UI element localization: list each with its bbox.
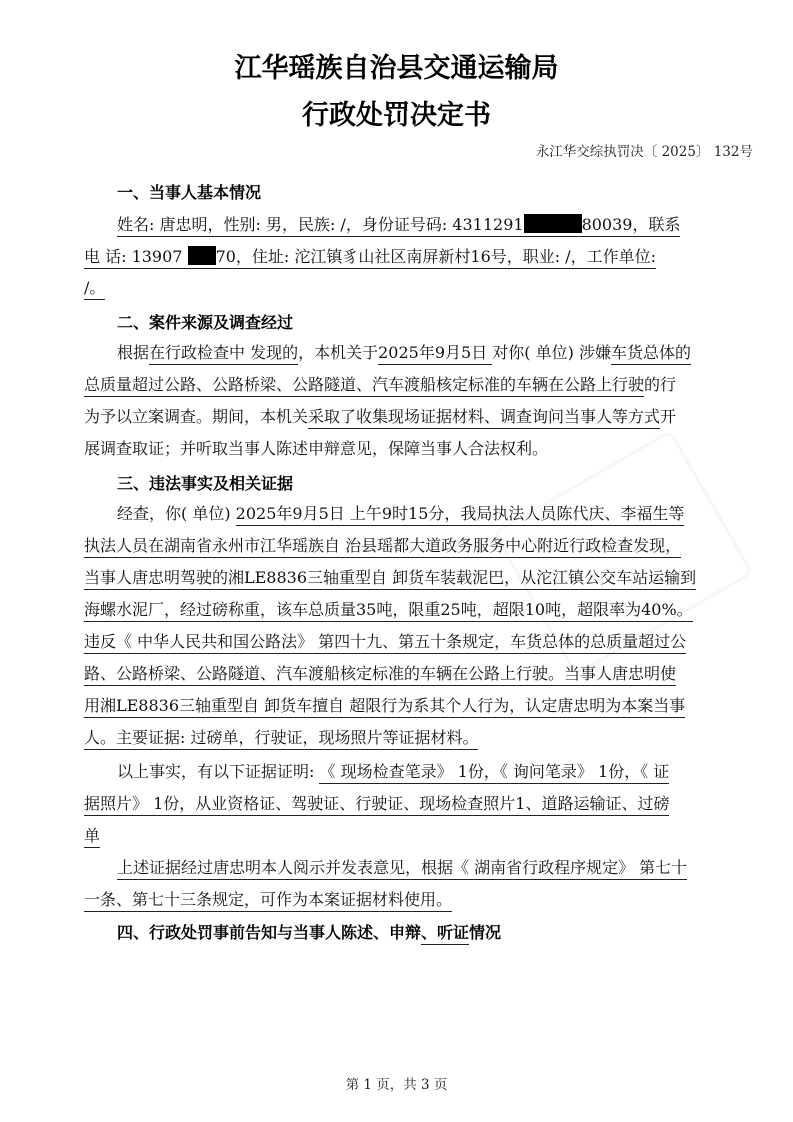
section-3-line-1	[117, 504, 684, 524]
evidence-line-2	[84, 794, 669, 814]
party-info-text: 70，住址: 沱江镇豸山社区南屏新村16号，职业: /，工作单位:	[215, 247, 657, 266]
text-segment: 根据	[117, 343, 150, 362]
text-segment: 据照片》 1份，从业资格证、驾驶证、行驶证、现场检查照片1、道路运输证、过磅	[84, 794, 669, 816]
section-1-line-1	[117, 214, 680, 235]
evidence-line-3	[84, 826, 100, 846]
text-segment: 2025年9月5日 上午9时15分，我局执法人员陈代庆、李福生等	[236, 504, 685, 526]
text-segment: 当事人唐忠明驾驶的湘LE8836三轴重型自 卸货车装载泥巴，从沱江镇公交车站运输到	[84, 568, 696, 590]
page-indicator: 第 1 页，共 3 页	[345, 1077, 448, 1093]
evidence-review-line-1	[117, 858, 687, 878]
section-3-line-3	[84, 568, 696, 588]
document-number: 永江华交综执罚决〔 2025〕 132号	[535, 144, 753, 160]
section-3-line-8	[84, 728, 478, 748]
section-3-line-7	[84, 696, 685, 716]
text-segment: 用湘LE8836三轴重型自 卸货车擅自 超限行为系其个人行为，认定唐忠明为本案当事	[84, 696, 685, 718]
section-3-line-5	[84, 632, 686, 652]
text-segment: 对你( 单位) 涉嫌	[492, 343, 611, 362]
text-segment: 单	[84, 826, 100, 848]
section-2-line-2	[84, 375, 676, 395]
section-3-line-4	[84, 600, 693, 620]
party-info-text: 80039，联系	[581, 215, 681, 234]
party-info-text: 姓名: 唐忠明，性别: 男，民族: /，身份证号码: 4311291	[117, 215, 524, 234]
evidence-review-line-2	[84, 890, 452, 910]
text-segment: 《 现场检查笔录》 1份，《 询问笔录》 1份，《 证	[319, 762, 669, 784]
redaction-block	[524, 214, 582, 233]
section-1-line-2	[84, 246, 656, 267]
section-1-heading: 一、当事人基本情况	[117, 183, 262, 202]
text-segment: 经查，你( 单位)	[117, 504, 236, 523]
section-2-line-1	[117, 343, 691, 363]
text-segment: 情况	[469, 923, 502, 942]
party-info-text: /。	[84, 278, 105, 300]
redaction-block	[188, 246, 216, 265]
text-segment: 开	[660, 407, 677, 426]
text-segment: 2025年9月5日	[378, 343, 492, 365]
text-segment: 违反《 中华人民共和国公路法》 第四十九、第五十条规定，车货总体的总质量超过公	[84, 632, 686, 654]
section-2-line-3	[84, 407, 676, 427]
text-segment: 人。主要证据: 过磅单，行驶证，现场照片等证据材料。	[84, 728, 478, 750]
section-3-line-2	[84, 536, 681, 556]
text-segment: 、听证	[421, 923, 469, 945]
document-title-type: 行政处罚决定书	[302, 100, 491, 131]
document-title-agency: 江华瑶族自治县交通运输局	[234, 53, 559, 84]
text-segment: 在行政检查中 发现的	[149, 343, 298, 365]
text-segment: 以上事实，有以下证据证明:	[117, 762, 320, 781]
section-2-heading: 二、案件来源及调查经过	[117, 313, 294, 332]
text-segment: 总质量超过公路、公路桥梁、公路隧道、汽车渡船核定标准的车辆在公路上行驶	[84, 375, 644, 397]
text-segment: 执法人员在湖南省永州市江华瑶族自 治县瑶都大道政务服务中心附近行政检查发现，	[84, 536, 681, 558]
section-4-heading	[117, 920, 501, 943]
section-1-line-3	[84, 278, 105, 298]
text-segment: 车货总体的	[611, 343, 691, 365]
text-segment: 采取了收集现场证据材料、调查询问当事人等方式	[308, 407, 660, 429]
text-segment: 一条、第七十三条规定，可作为本案证据材料使用。	[84, 890, 452, 912]
section-3-heading: 三、违法事实及相关证据	[117, 474, 294, 493]
text-segment: 四、行政处罚事前告知与当事人陈述、申辩	[117, 923, 422, 942]
party-info-text: 电 话: 13907	[84, 247, 188, 266]
text-segment: 为予以立案调查。期间，本机关	[84, 407, 309, 426]
section-3-line-6	[84, 664, 676, 684]
text-segment: 路、公路桥梁、公路隧道、汽车渡船核定标准的车辆在公路上行驶。当事人唐忠明使	[84, 664, 676, 686]
text-segment: 海螺水泥厂，经过磅称重，该车总质量35吨，限重25吨，超限10吨，超限率为40%。	[84, 600, 693, 622]
text-segment: ，本机关于	[298, 343, 379, 362]
text-segment: 上述证据经过唐忠明本人阅示并发表意见，根据《 湖南省行政程序规定》 第七十	[117, 858, 687, 880]
section-2-line-4: 展调查取证；并听取当事人陈述申辩意见，保障当事人合法权利。	[84, 439, 549, 458]
text-segment: 的行	[644, 375, 677, 394]
evidence-line-1	[117, 762, 669, 782]
